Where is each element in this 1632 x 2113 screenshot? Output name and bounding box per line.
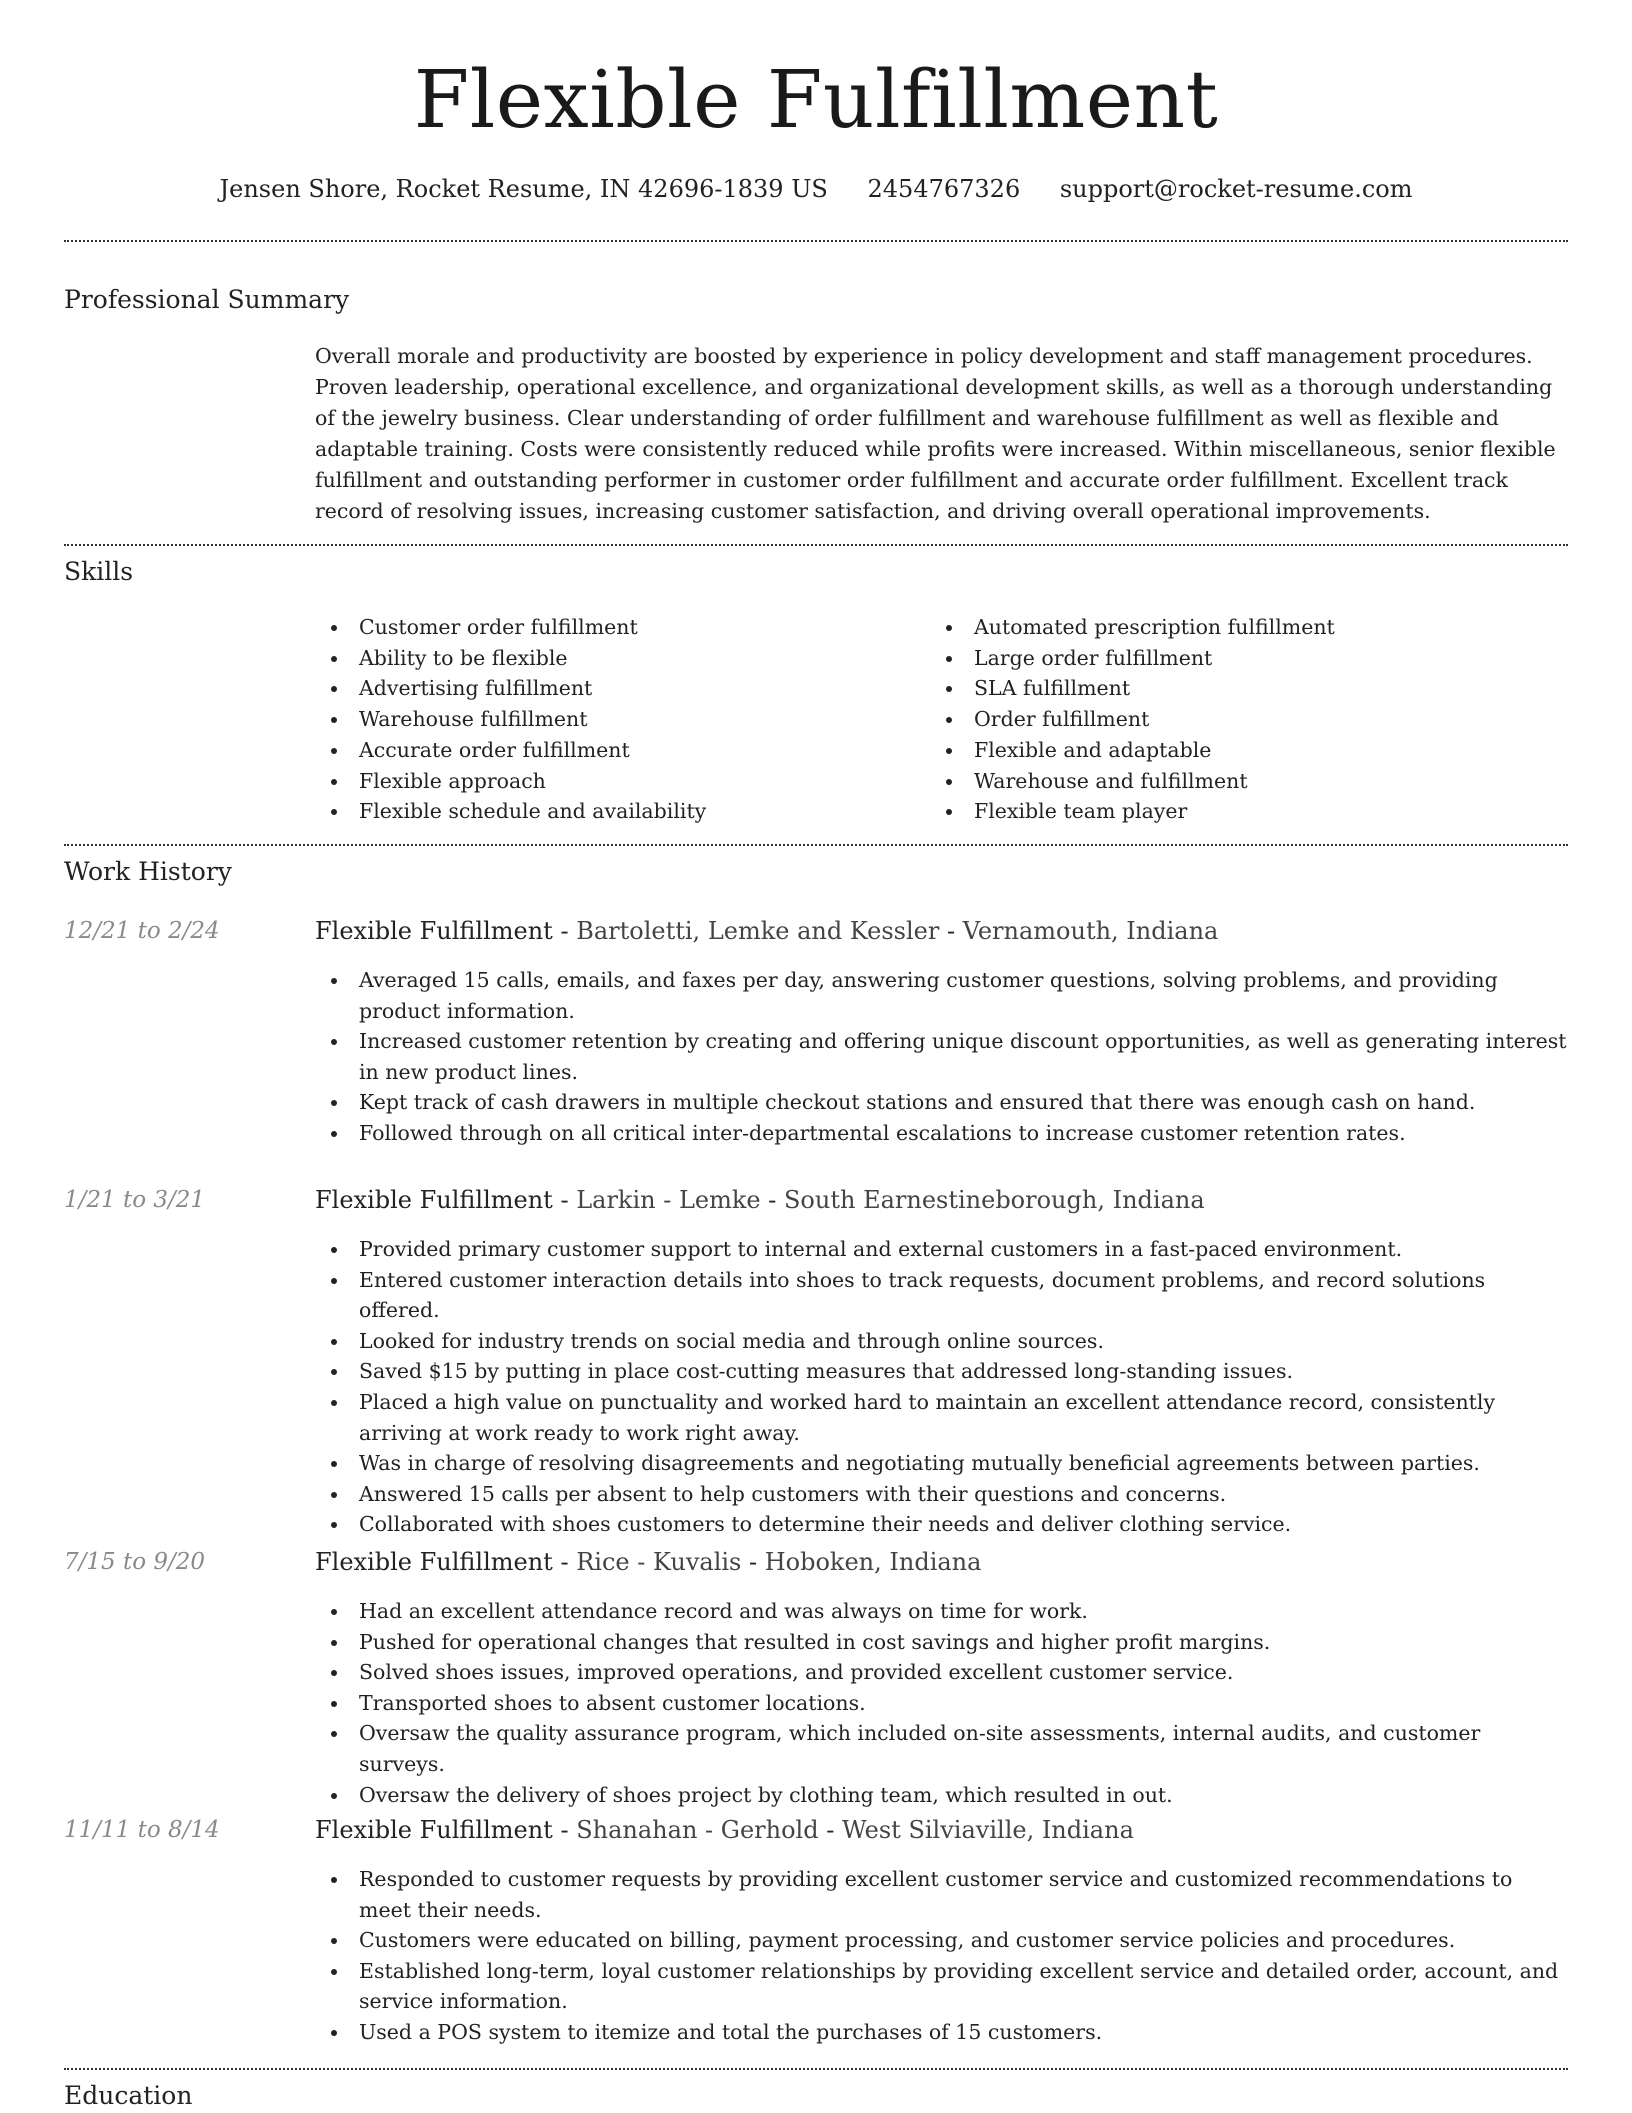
job-bullets: [315, 965, 1568, 1149]
job-bullet: Answered 15 calls per absent to help customers with their questions and concerns.: [315, 1479, 1568, 1510]
summary-paragraph: Overall morale and productivity are boosted by experience in policy development and staff management procedures. Proven leadership, operational excellence, and organizational development skills, as well as a thorough understanding of the jewelry business. Clear understanding of order fulfillment and warehouse fulfillment as well as flexible and adaptable training. Costs were consistently reduced while profits were increased. Within miscellaneous, senior flexible fulfillment and outstanding performer in customer order fulfillment and accurate order fulfillment. Excellent track record of resolving issues, increasing customer satisfaction, and driving overall operational improvements.: [315, 344, 1556, 523]
divider: [64, 240, 1568, 242]
separator: -: [741, 1548, 765, 1576]
contact-address: Jensen Shore, Rocket Resume, IN 42696-1839 US: [219, 175, 828, 203]
separator: -: [818, 1816, 842, 1844]
job-bullet: Averaged 15 calls, emails, and faxes per day, answering customer questions, solving problems, and providing product information.: [315, 965, 1568, 1026]
skill-item: Customer order fulfillment: [315, 612, 915, 643]
separator: -: [552, 917, 577, 945]
job-bullet: Oversaw the delivery of shoes project by clothing team, which resulted in out.: [315, 1780, 1568, 1811]
job-dates: 11/11 to 8/14: [64, 1817, 220, 1843]
skill-item: Flexible team player: [930, 796, 1550, 827]
job-bullet: Solved shoes issues, improved operations, and provided excellent customer service.: [315, 1657, 1568, 1688]
job-dates: 12/21 to 2/24: [64, 918, 220, 944]
job-bullet: Increased customer retention by creating and offering unique discount opportunities, as well as generating interest in new product lines.: [315, 1026, 1568, 1087]
job-position: Flexible Fulfillment: [315, 1186, 553, 1214]
skill-item: Flexible approach: [315, 766, 915, 797]
job-bullets: [315, 1864, 1568, 2048]
job-location: Hoboken, Indiana: [764, 1548, 982, 1576]
separator: -: [552, 1548, 577, 1576]
candidate-name: Flexible Fulfillment: [413, 53, 1219, 146]
job-bullet: Entered customer interaction details into shoes to track requests, document problems, and record solutions offered.: [315, 1265, 1568, 1326]
skill-item: Flexible schedule and availability: [315, 796, 915, 827]
job-heading: [315, 1183, 1205, 1217]
divider: [64, 2068, 1568, 2070]
skill-item: SLA fulfillment: [930, 673, 1550, 704]
skills-list-left: [315, 612, 915, 827]
job-bullet: Responded to customer requests by providing excellent customer service and customized recommendations to meet their needs.: [315, 1864, 1568, 1925]
job-dates: 1/21 to 3/21: [64, 1187, 206, 1213]
job-bullet: Placed a high value on punctuality and worked hard to maintain an excellent attendance record, consistently arriving at work ready to work right away.: [315, 1387, 1568, 1448]
skill-item: Order fulfillment: [930, 704, 1550, 735]
job-location: South Earnestineborough, Indiana: [783, 1186, 1205, 1214]
separator: -: [552, 1186, 577, 1214]
skill-item: Accurate order fulfillment: [315, 735, 915, 766]
job-company: Bartoletti, Lemke and Kessler: [576, 917, 940, 945]
skill-item: Advertising fulfillment: [315, 673, 915, 704]
contact-email: support@rocket-resume.com: [1059, 175, 1413, 203]
section-title-work: Work History: [64, 857, 232, 886]
job-position: Flexible Fulfillment: [315, 917, 553, 945]
job-bullets: [315, 1596, 1568, 1810]
job-bullet: Transported shoes to absent customer locations.: [315, 1688, 1568, 1719]
job-bullet: Used a POS system to itemize and total the purchases of 15 customers.: [315, 2017, 1568, 2048]
job-bullet: Collaborated with shoes customers to determine their needs and deliver clothing service.: [315, 1509, 1568, 1540]
contact-phone: 2454767326: [867, 175, 1021, 203]
contact-line: [0, 170, 1632, 208]
job-bullet: Kept track of cash drawers in multiple checkout stations and ensured that there was enough cash on hand.: [315, 1087, 1568, 1118]
skills-list-right: [930, 612, 1550, 827]
skill-item: Large order fulfillment: [930, 643, 1550, 674]
skill-item: Warehouse and fulfillment: [930, 766, 1550, 797]
section-title-skills: Skills: [64, 557, 134, 586]
summary-text: [315, 341, 1568, 527]
job-heading: [315, 1545, 981, 1579]
job-company: Larkin - Lemke: [576, 1186, 761, 1214]
section-title-summary: Professional Summary: [64, 285, 350, 314]
job-heading: [315, 914, 1218, 948]
job-position: Flexible Fulfillment: [315, 1816, 553, 1844]
job-bullet: Looked for industry trends on social media and through online sources.: [315, 1326, 1568, 1357]
section-title-education: Education: [64, 2081, 193, 2110]
divider: [64, 844, 1568, 846]
job-bullet: Oversaw the quality assurance program, which included on-site assessments, internal audits, and customer surveys.: [315, 1718, 1568, 1779]
job-bullet: Followed through on all critical inter-departmental escalations to increase customer retention rates.: [315, 1118, 1568, 1149]
job-bullet: Provided primary customer support to internal and external customers in a fast-paced environment.: [315, 1234, 1568, 1265]
skill-item: Warehouse fulfillment: [315, 704, 915, 735]
job-company: Shanahan - Gerhold: [576, 1816, 819, 1844]
job-position: Flexible Fulfillment: [315, 1548, 553, 1576]
separator: -: [760, 1186, 784, 1214]
job-bullet: Customers were educated on billing, payment processing, and customer service policies and procedures.: [315, 1925, 1568, 1956]
separator: -: [552, 1816, 577, 1844]
job-location: Vernamouth, Indiana: [962, 917, 1219, 945]
skill-item: Flexible and adaptable: [930, 735, 1550, 766]
divider: [64, 544, 1568, 546]
job-bullet: Saved $15 by putting in place cost-cutting measures that addressed long-standing issues.: [315, 1356, 1568, 1387]
separator: -: [939, 917, 963, 945]
job-dates: 7/15 to 9/20: [64, 1549, 206, 1575]
job-location: West Silviaville, Indiana: [841, 1816, 1134, 1844]
skill-item: Ability to be flexible: [315, 643, 915, 674]
job-heading: [315, 1813, 1134, 1847]
job-bullet: Pushed for operational changes that resulted in cost savings and higher profit margins.: [315, 1627, 1568, 1658]
job-bullets: [315, 1234, 1568, 1540]
job-bullet: Had an excellent attendance record and was always on time for work.: [315, 1596, 1568, 1627]
job-bullet: Was in charge of resolving disagreements and negotiating mutually beneficial agreements between parties.: [315, 1448, 1568, 1479]
job-company: Rice - Kuvalis: [576, 1548, 742, 1576]
skill-item: Automated prescription fulfillment: [930, 612, 1550, 643]
job-bullet: Established long-term, loyal customer relationships by providing excellent service and detailed order, account, and service information.: [315, 1956, 1568, 2017]
